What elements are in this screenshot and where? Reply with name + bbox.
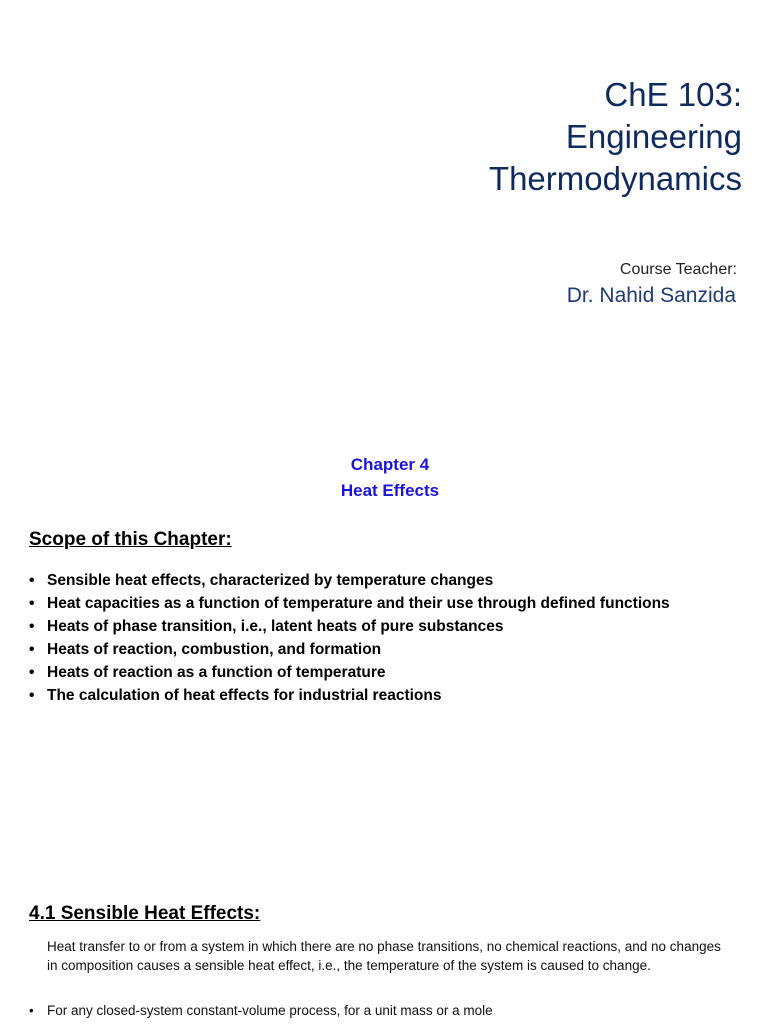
course-name-line2: Thermodynamics (488, 160, 742, 197)
list-item-text: Heats of phase transition, i.e., latent heats of pure substances (47, 618, 504, 635)
list-item (29, 615, 689, 638)
teacher-label: Course Teacher: (619, 261, 737, 278)
list-item-text: Heats of reaction, combustion, and formation (47, 641, 382, 658)
bullet-icon: • (29, 572, 35, 589)
scope-list (29, 569, 689, 707)
list-item (29, 638, 689, 661)
section-paragraph: Heat transfer to or from a system in which there are no phase transitions, no chemical reactions, and no changes in composition causes a sensible heat effect, i.e., the temperature of the system is caused to change. (47, 939, 721, 973)
bullet-icon: • (29, 595, 35, 612)
chapter-number: Chapter 4 (350, 455, 430, 474)
list-item-text: Heats of reaction as a function of temperature (47, 664, 386, 681)
list-item (29, 1001, 729, 1020)
bullet-icon: • (29, 641, 35, 658)
list-item (29, 661, 689, 684)
bullet-icon: • (29, 687, 35, 704)
list-item-text: The calculation of heat effects for industrial reactions (47, 687, 442, 704)
list-item-text: Sensible heat effects, characterized by temperature changes (47, 572, 494, 589)
list-item-text: Heat capacities as a function of temperature and their use through defined functions (47, 595, 670, 612)
list-item (29, 592, 689, 615)
teacher-name: Dr. Nahid Sanzida (566, 284, 736, 307)
chapter-name: Heat Effects (340, 481, 440, 500)
chapter-heading (0, 452, 768, 504)
bullet-icon: • (29, 618, 35, 635)
course-title (489, 74, 742, 200)
section-heading: 4.1 Sensible Heat Effects: (29, 903, 261, 924)
bullet-icon: • (29, 664, 35, 681)
course-name-line1: Engineering (565, 118, 742, 155)
list-item (29, 684, 689, 707)
bullet-icon: • (29, 1003, 34, 1018)
list-item (29, 569, 689, 592)
list-item-text: For any closed-system constant-volume process, for a unit mass or a mole (47, 1003, 493, 1018)
scope-heading: Scope of this Chapter: (29, 529, 232, 550)
course-code: ChE 103: (604, 76, 742, 113)
